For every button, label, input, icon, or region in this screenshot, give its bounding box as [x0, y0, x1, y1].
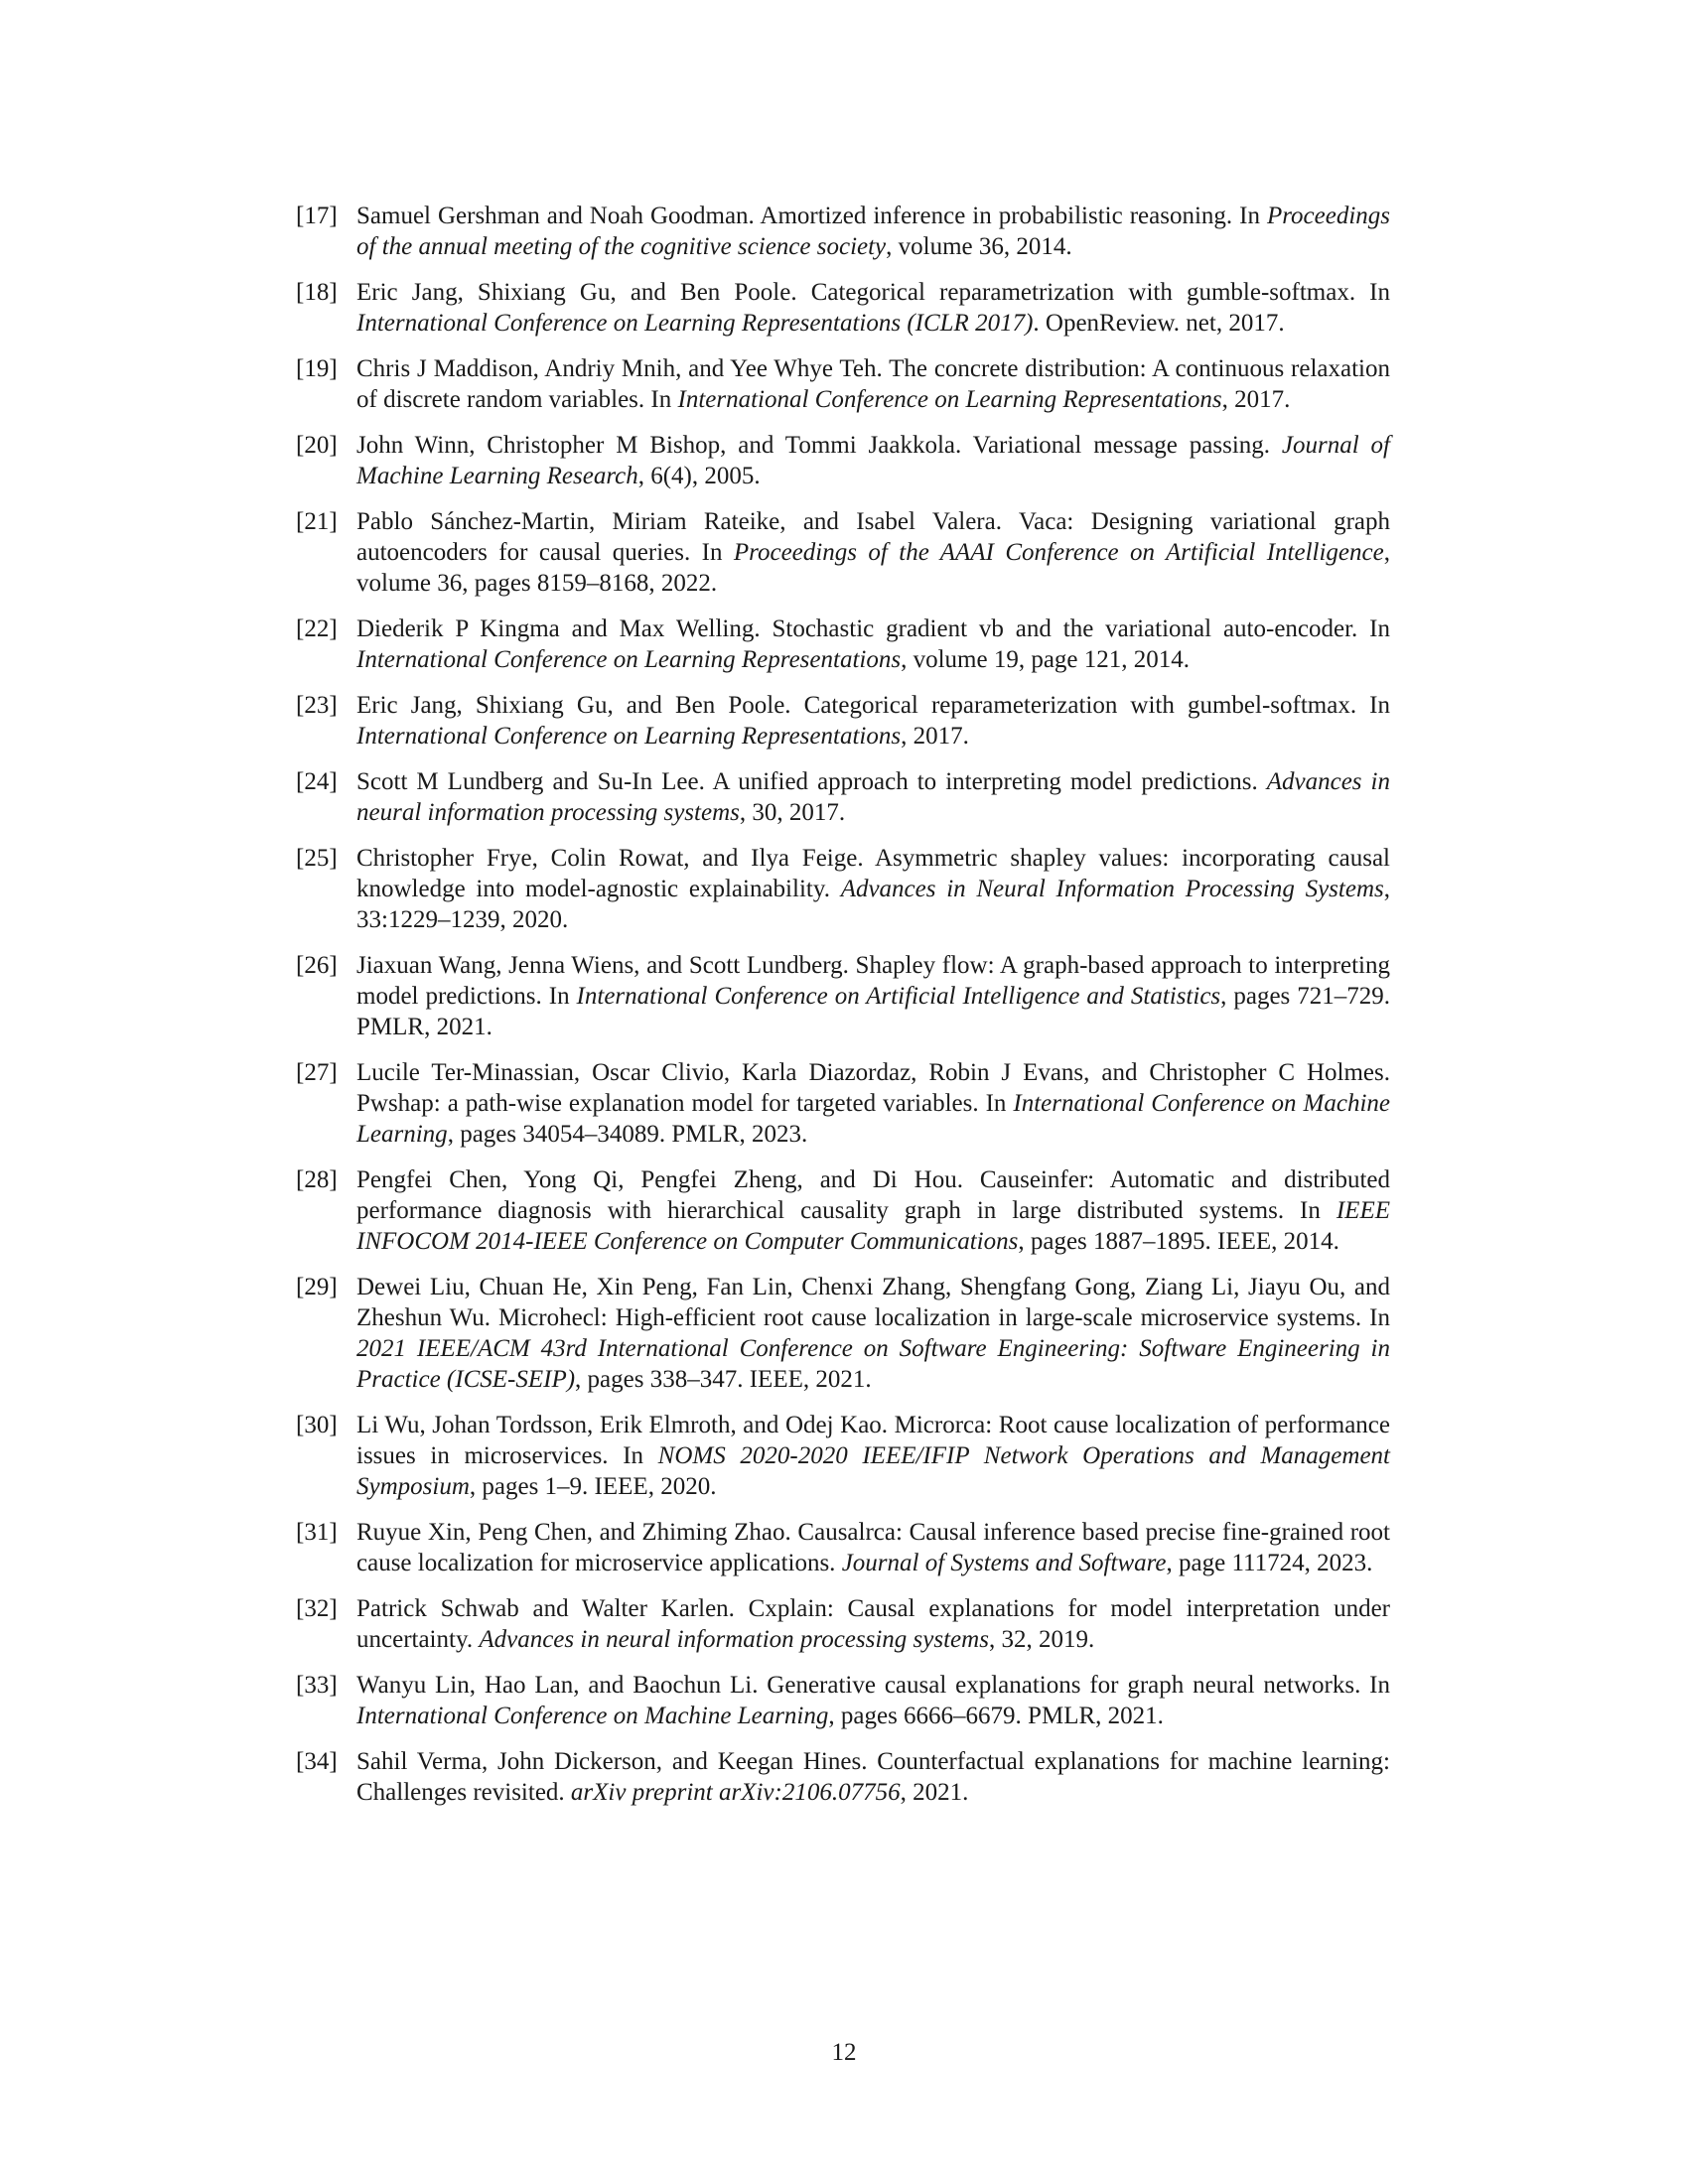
reference-segment: , 2017. — [901, 723, 969, 750]
reference-segment: Sahil Verma, John Dickerson, and Keegan Hines. Counterfactual explanations for machine learning: Challenges revisited. — [356, 1748, 1390, 1806]
reference-segment: Eric Jang, Shixiang Gu, and Ben Poole. Categorical reparameterization with gumbel-softmax. In — [356, 692, 1390, 719]
reference-segment: Pengfei Chen, Yong Qi, Pengfei Zheng, and Di Hou. Causeinfer: Automatic and distributed performance diagnosis with hierarchical causality graph in large distributed systems. In — [356, 1166, 1390, 1224]
reference-text — [356, 615, 1390, 673]
reference-entry — [296, 1272, 1390, 1395]
reference-entry — [296, 614, 1390, 675]
reference-venue: International Conference on Learning Representations — [677, 386, 1222, 413]
page-number: 12 — [831, 2039, 857, 2066]
reference-text — [356, 1166, 1390, 1255]
reference-number: [33] — [296, 1672, 338, 1699]
reference-segment: Dewei Liu, Chuan He, Xin Peng, Fan Lin, Chenxi Zhang, Shengfang Gong, Ziang Li, Jiayu Ou, and Zheshun Wu. Microhecl: High-efficient root cause localization in large-scale microservice systems. In — [356, 1274, 1390, 1331]
reference-segment: , 2021. — [900, 1779, 969, 1806]
reference-venue: 2021 IEEE/ACM 43rd International Conference on Software Engineering: Software Engineering in Practice (ICSE-SEIP) — [356, 1335, 1390, 1393]
reference-entry — [296, 1057, 1390, 1150]
reference-entry — [296, 766, 1390, 828]
reference-text — [356, 1519, 1390, 1576]
reference-segment: Chris J Maddison, Andriy Mnih, and Yee Whye Teh. The concrete distribution: A continuous relaxation of discrete random variables. In — [356, 355, 1390, 413]
reference-number: [30] — [296, 1412, 338, 1438]
reference-entry — [296, 950, 1390, 1042]
reference-number: [20] — [296, 432, 338, 459]
reference-text — [356, 952, 1390, 1040]
reference-venue: International Conference on Learning Representations — [356, 646, 902, 673]
reference-segment: , volume 36, 2014. — [886, 233, 1072, 260]
reference-entry — [296, 690, 1390, 751]
reference-venue: Journal of Machine Learning Research — [356, 432, 1390, 489]
reference-number: [26] — [296, 952, 338, 979]
reference-number: [32] — [296, 1595, 338, 1622]
reference-venue: Proceedings of the annual meeting of the cognitive science society — [356, 203, 1390, 260]
reference-segment: Diederik P Kingma and Max Welling. Stochastic gradient vb and the variational auto-encoder. In — [356, 615, 1390, 642]
reference-entry — [296, 430, 1390, 491]
reference-number: [27] — [296, 1059, 338, 1086]
reference-text — [356, 1412, 1390, 1500]
reference-venue: International Conference on Machine Learning — [356, 1703, 829, 1729]
reference-number: [19] — [296, 355, 338, 382]
reference-number: [29] — [296, 1274, 338, 1300]
reference-segment: Jiaxuan Wang, Jenna Wiens, and Scott Lundberg. Shapley flow: A graph-based approach to interpreting model predictions. In — [356, 952, 1390, 1010]
reference-venue: Advances in neural information processing systems — [356, 768, 1390, 826]
reference-number: [22] — [296, 615, 338, 642]
reference-segment: , volume 36, pages 8159–8168, 2022. — [356, 539, 1390, 597]
reference-segment: , volume 19, page 121, 2014. — [901, 646, 1191, 673]
reference-text — [356, 1748, 1390, 1806]
reference-venue: International Conference on Artificial Intelligence and Statistics — [576, 983, 1221, 1010]
reference-venue: International Conference on Learning Representations (ICLR 2017) — [356, 310, 1034, 337]
reference-venue: NOMS 2020-2020 IEEE/IFIP Network Operations and Management Symposium — [356, 1442, 1390, 1500]
reference-venue: International Conference on Machine Learning — [356, 1090, 1390, 1148]
reference-number: [28] — [296, 1166, 338, 1193]
reference-venue: Proceedings of the AAAI Conference on Artificial Intelligence — [733, 539, 1384, 566]
reference-segment: , 30, 2017. — [739, 799, 846, 826]
reference-number: [31] — [296, 1519, 338, 1546]
reference-segment: John Winn, Christopher M Bishop, and Tommi Jaakkola. Variational message passing. — [356, 432, 1282, 459]
reference-entry — [296, 353, 1390, 415]
reference-number: [24] — [296, 768, 338, 795]
reference-entry — [296, 1593, 1390, 1655]
reference-entry — [296, 1670, 1390, 1731]
reference-number: [23] — [296, 692, 338, 719]
reference-segment: Ruyue Xin, Peng Chen, and Zhiming Zhao. Causalrca: Causal inference based precise fine-grained root cause localization for microservice applications. — [356, 1519, 1390, 1576]
reference-segment: , pages 1887–1895. IEEE, 2014. — [1018, 1228, 1339, 1255]
reference-text — [356, 279, 1390, 337]
reference-text — [356, 1274, 1390, 1393]
reference-text — [356, 1672, 1390, 1729]
reference-segment: , 6(4), 2005. — [637, 463, 761, 489]
reference-segment: , 32, 2019. — [988, 1626, 1095, 1653]
reference-entry — [296, 201, 1390, 262]
reference-text — [356, 1059, 1390, 1148]
reference-segment: Patrick Schwab and Walter Karlen. Cxplain: Causal explanations for model interpretation under uncertainty. — [356, 1595, 1390, 1653]
reference-segment: , 2017. — [1221, 386, 1291, 413]
reference-text — [356, 845, 1390, 933]
reference-segment: , page 111724, 2023. — [1166, 1550, 1373, 1576]
reference-entry — [296, 843, 1390, 935]
reference-segment: Samuel Gershman and Noah Goodman. Amortized inference in probabilistic reasoning. In — [356, 203, 1267, 229]
reference-number: [25] — [296, 845, 338, 872]
reference-venue: Advances in neural information processing systems — [479, 1626, 989, 1653]
reference-text — [356, 692, 1390, 750]
reference-segment: Li Wu, Johan Tordsson, Erik Elmroth, and Odej Kao. Microrca: Root cause localization of performance issues in microservices. In — [356, 1412, 1390, 1469]
reference-text — [356, 508, 1390, 597]
reference-text — [356, 768, 1390, 826]
reference-segment: Christopher Frye, Colin Rowat, and Ilya Feige. Asymmetric shapley values: incorporating causal knowledge into model-agnostic explainability. — [356, 845, 1390, 902]
reference-entry — [296, 277, 1390, 339]
reference-segment: , pages 6666–6679. PMLR, 2021. — [828, 1703, 1164, 1729]
reference-text — [356, 203, 1390, 260]
reference-venue: Journal of Systems and Software — [841, 1550, 1167, 1576]
reference-venue: IEEE INFOCOM 2014-IEEE Conference on Computer Communications — [356, 1197, 1390, 1255]
reference-segment: . OpenReview. net, 2017. — [1033, 310, 1285, 337]
reference-segment: , pages 338–347. IEEE, 2021. — [575, 1366, 872, 1393]
reference-segment: , pages 1–9. IEEE, 2020. — [469, 1473, 717, 1500]
reference-text — [356, 432, 1390, 489]
reference-number: [21] — [296, 508, 338, 535]
reference-number: [18] — [296, 279, 338, 306]
reference-entry — [296, 506, 1390, 599]
reference-entry — [296, 1746, 1390, 1808]
reference-segment: Wanyu Lin, Hao Lan, and Baochun Li. Generative causal explanations for graph neural networks. In — [356, 1672, 1390, 1699]
reference-entry — [296, 1517, 1390, 1578]
reference-text — [356, 355, 1390, 413]
reference-number: [17] — [296, 203, 338, 229]
reference-segment: Lucile Ter-Minassian, Oscar Clivio, Karla Diazordaz, Robin J Evans, and Christopher C Holmes. Pwshap: a path-wise explanation model for targeted variables. In — [356, 1059, 1390, 1117]
reference-entry — [296, 1410, 1390, 1502]
reference-number: [34] — [296, 1748, 338, 1775]
reference-venue: arXiv preprint arXiv:2106.07756 — [570, 1779, 901, 1806]
reference-segment: , 33:1229–1239, 2020. — [356, 876, 1390, 933]
reference-segment: Scott M Lundberg and Su-In Lee. A unified approach to interpreting model predictions. — [356, 768, 1267, 795]
reference-venue: Advances in Neural Information Processing Systems — [840, 876, 1384, 902]
reference-segment: Pablo Sánchez-Martin, Miriam Rateike, and Isabel Valera. Vaca: Designing variational graph autoencoders for causal queries. In — [356, 508, 1390, 566]
reference-text — [356, 1595, 1390, 1653]
reference-segment: , pages 721–729. PMLR, 2021. — [356, 983, 1391, 1040]
reference-entry — [296, 1164, 1390, 1257]
reference-segment: , pages 34054–34089. PMLR, 2023. — [447, 1121, 808, 1148]
reference-list — [296, 201, 1390, 1823]
reference-segment: Eric Jang, Shixiang Gu, and Ben Poole. Categorical reparametrization with gumble-softmax. In — [356, 279, 1390, 306]
reference-venue: International Conference on Learning Representations — [356, 723, 902, 750]
